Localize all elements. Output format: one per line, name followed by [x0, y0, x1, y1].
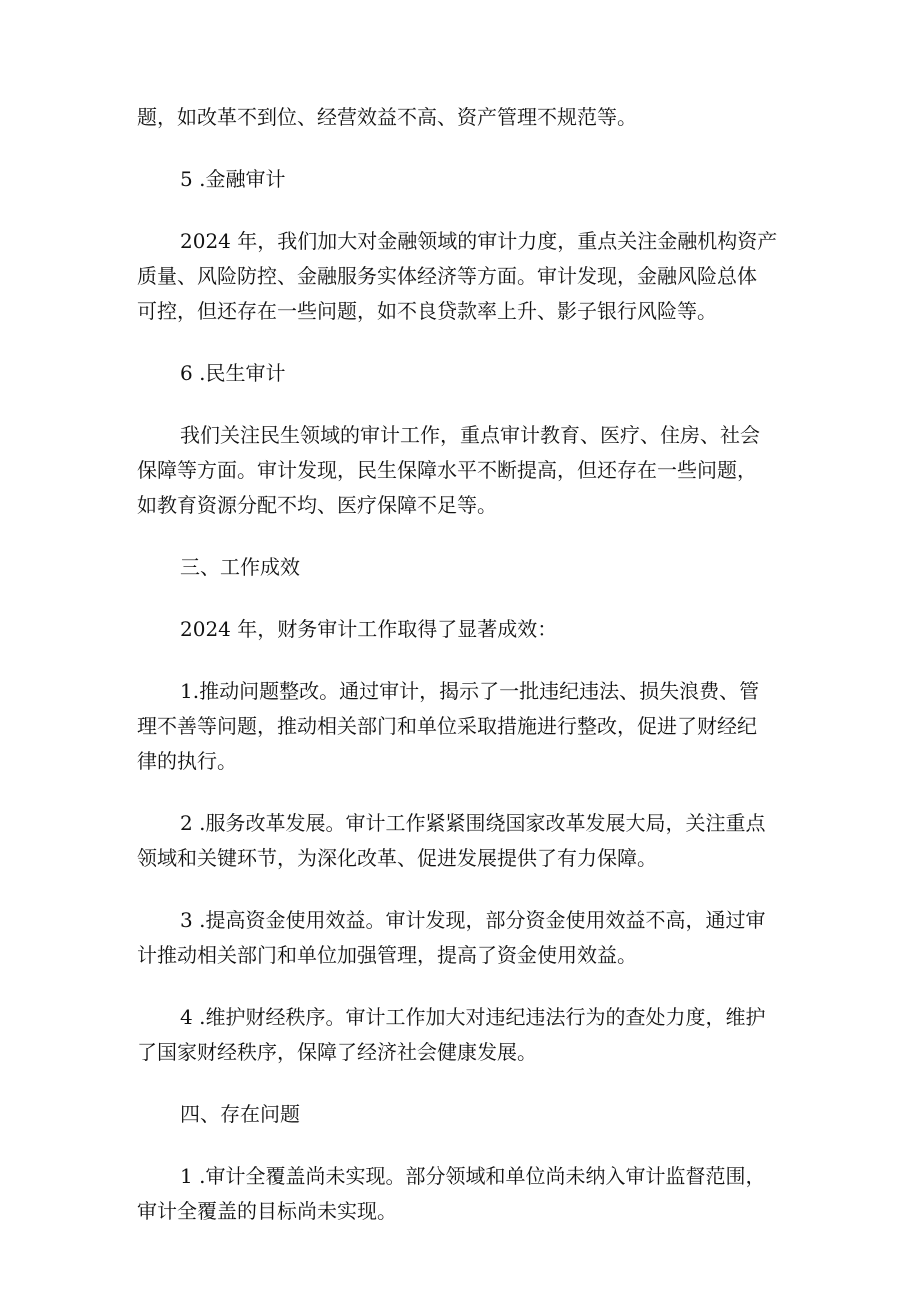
text-line: 计推动相关部门和单位加强管理，提高了资金使用效益。	[137, 943, 637, 967]
text-line: 5 .金融审计	[180, 167, 286, 191]
text-line: 质量、风险防控、金融服务实体经济等方面。审计发现，金融风险总体	[137, 264, 757, 288]
paragraph	[137, 1159, 797, 1229]
text-line: 2 .服务改革发展。审计工作紧紧围绕国家改革发展大局，关注重点	[180, 811, 766, 835]
section-heading	[137, 1097, 797, 1132]
text-line: 1 .审计全覆盖尚未实现。部分领域和单位尚未纳入审计监督范围，	[180, 1164, 766, 1188]
text-line: 如教育资源分配不均、医疗保障不足等。	[137, 493, 497, 517]
paragraph	[137, 224, 797, 329]
text-line: 2024 年，财务审计工作取得了显著成效：	[180, 617, 558, 641]
text-line: 1.推动问题整改。通过审计，揭示了一批违纪违法、损失浪费、管	[180, 679, 760, 703]
document-page	[137, 100, 797, 1256]
text-line: 我们关注民生领域的审计工作，重点审计教育、医疗、住房、社会	[180, 423, 760, 447]
text-line: 3 .提高资金使用效益。审计发现，部分资金使用效益不高，通过审	[180, 908, 766, 932]
paragraph	[137, 612, 797, 647]
paragraph	[137, 903, 797, 973]
section-heading	[137, 356, 797, 391]
paragraph	[137, 100, 797, 135]
section-heading	[137, 162, 797, 197]
text-line: 可控，但还存在一些问题，如不良贷款率上升、影子银行风险等。	[137, 299, 717, 323]
paragraph	[137, 1000, 797, 1070]
text-line: 6 .民生审计	[180, 361, 286, 385]
paragraph	[137, 418, 797, 523]
text-line: 4 .维护财经秩序。审计工作加大对违纪违法行为的查处力度，维护	[180, 1005, 766, 1029]
text-line: 题，如改革不到位、经营效益不高、资产管理不规范等。	[137, 105, 637, 129]
paragraph	[137, 806, 797, 876]
text-line: 律的执行。	[137, 749, 237, 773]
text-line: 了国家财经秩序，保障了经济社会健康发展。	[137, 1040, 537, 1064]
paragraph	[137, 674, 797, 779]
text-line: 2024 年，我们加大对金融领域的审计力度，重点关注金融机构资产	[180, 229, 778, 253]
text-line: 保障等方面。审计发现，民生保障水平不断提高，但还存在一些问题，	[137, 458, 757, 482]
text-line: 领域和关键环节，为深化改革、促进发展提供了有力保障。	[137, 846, 657, 870]
text-line: 审计全覆盖的目标尚未实现。	[137, 1199, 397, 1223]
text-line: 四、存在问题	[180, 1102, 300, 1126]
text-line: 理不善等问题，推动相关部门和单位采取措施进行整改，促进了财经纪	[137, 714, 757, 738]
section-heading	[137, 550, 797, 585]
text-line: 三、工作成效	[180, 555, 300, 579]
